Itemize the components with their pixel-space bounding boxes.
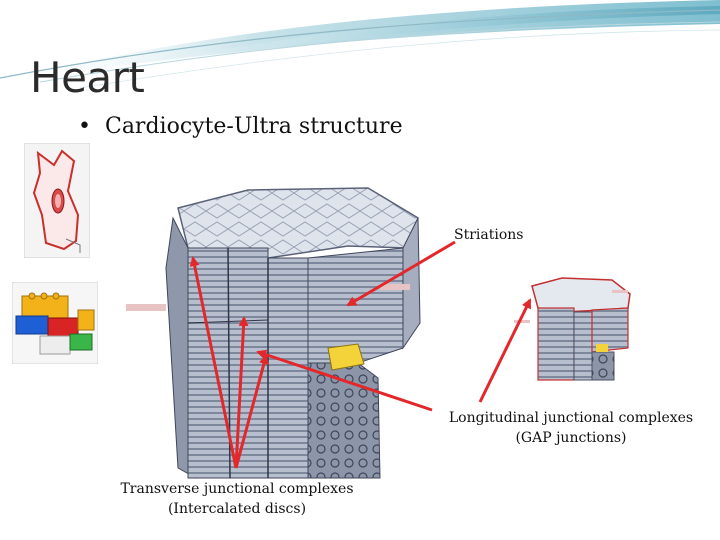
label-transverse-line1: Transverse junctional complexes [120, 481, 354, 497]
cardiac-muscle-3d-illustration [118, 148, 438, 493]
label-transverse-line2: (Intercalated discs) [167, 501, 307, 517]
label-longitudinal-junctions [432, 408, 710, 448]
slide-title: Heart [30, 53, 145, 102]
cardiocyte-sketch-image [24, 143, 90, 258]
label-striations: Striations [454, 227, 524, 243]
label-longitudinal-line2: (GAP junctions) [515, 430, 627, 446]
label-transverse-junctions [96, 479, 378, 519]
lego-bricks-image [12, 282, 98, 364]
bullet-text: Cardiocyte-Ultra structure [104, 114, 403, 139]
label-longitudinal-line1: Longitudinal junctional complexes [448, 410, 694, 426]
bullet-dot: • [78, 114, 91, 139]
cardiac-muscle-inset-illustration [512, 268, 636, 386]
bullet-item [78, 114, 403, 139]
